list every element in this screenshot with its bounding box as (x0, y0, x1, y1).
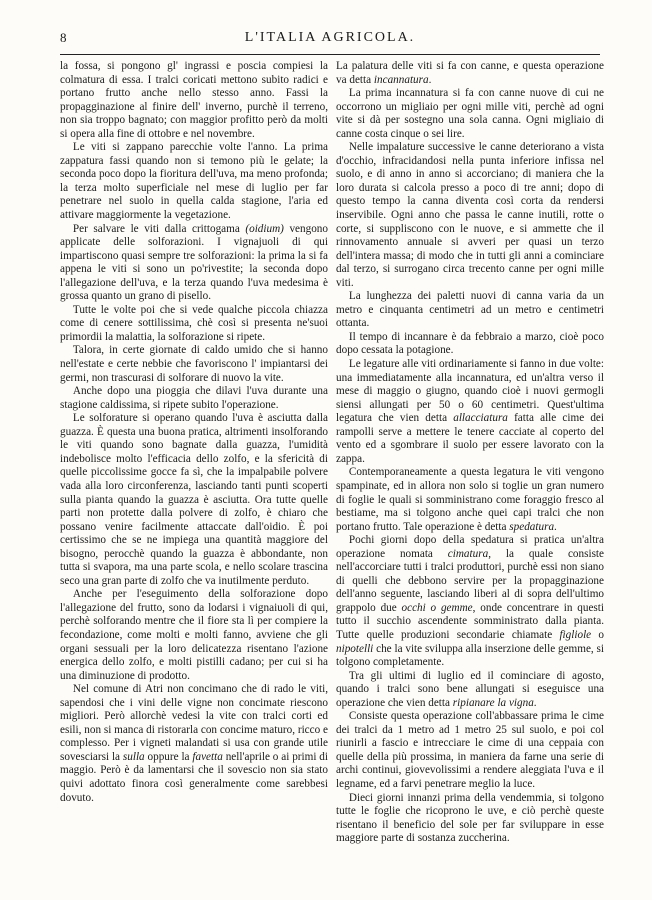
paragraph: Tra gli ultimi di luglio ed il cominciare di agosto, quando i tralci sono bene allungati si eseguisce una operazione che vien detta ripianare la vigna. (336, 669, 604, 709)
right-column (336, 60, 604, 846)
paragraph: Tutte le volte poi che si vede qualche piccola chiazza come di cenere sottilissima, chè così si presenta ne'suoi primordii la malattia, la solforazione si ripete. (60, 303, 328, 343)
italic-term: spedatura (509, 520, 555, 533)
paragraph: La palatura delle viti si fa con canne, e questa operazione va detta incannatura. (336, 60, 604, 86)
italic-term: occhi o gemme (401, 601, 473, 614)
page-header (60, 30, 600, 52)
paragraph: Le viti si zappano parecchie volte l'anno. La prima zappatura fassi quando non si temono più le gelate; la seconda poco dopo la fioritura dell'uva, ma meno profonda; la terza molto superficiale nel mese di luglio per far penetrare nel suolo in quella calda stagione, l'aria ed attivare maggiormente la vegetazione. (60, 141, 328, 222)
paragraph: Consiste questa operazione coll'abbassare prima le cime dei tralci da 1 metro ad 1 metro 25 sul suolo, e poi col riunirli a fascio e intrecciare le cime di una ceppaia con quelle della più prossima, in maniera da farne una serie di archi continui, giovevolissimi a rendere aleggiata l'uva e il legname, ed a farvi penetrare meglio la luce. (336, 710, 604, 790)
paragraph: Contemporaneamente a questa legatura le viti vengono spampinate, ed in allora non solo si toglie un gran numero di foglie le quali si somministrano come foraggio fresco al bestiame, ma si tolgono anche quei capi tralci che non portano frutto. Tale operazione è detta spedatura. (336, 466, 604, 533)
italic-term: figliole (559, 628, 592, 641)
paragraph: Per salvare le viti dalla crittogama (oidium) vengono applicate delle solforazioni. I vignajuoli di qui impartiscono quasi sempre tre solforazioni: la prima la si fa appena le viti si sono un po'rivestite; la seconda dopo l'allegazione dell'uva, e la terza quando l'uva medesima è grossa quanto un grano di pisello. (60, 222, 328, 303)
page-number: 8 (60, 30, 67, 45)
italic-term: nipotelli (336, 642, 374, 655)
italic-term: (oidium) (245, 222, 284, 235)
paragraph: La lunghezza dei paletti nuovi di canna varia da un metro e cinquanta centimetri ad un metro e centimetri ottanta. (336, 290, 604, 330)
italic-term: cimatura (447, 547, 489, 560)
paragraph: la fossa, si pongono gl' ingrassi e poscia compiesi la colmatura di essa. I tralci coricati mettono subito radici e portano frutto anche nello stesso anno. Fassi la propagginazione al finire dell' inverno, purchè il terreno, non sia troppo bagnato; con maggior profitto però da molti si opera alla fine di ottobre e nel novembre. (60, 60, 328, 140)
italic-term: incannatura (373, 73, 429, 86)
italic-term: sulla (122, 750, 145, 763)
paragraph: Anche per l'eseguimento della solforazione dopo l'allegazione del frutto, sono da lodarsi i vignaiuoli di qui, perchè solforando mentre che il fiore sta lì per compiere la fecondazione, come molti e molti fanno, avviene che gli organi sessuali per la loro delicatezza risentano l'azione energica dello zolfo, e molti pistilli cadano; per cui si ha una diminuzione di prodotto. (60, 588, 328, 682)
italic-term: ripianare la vigna (452, 696, 534, 709)
paragraph: Le solforature si operano quando l'uva è asciutta dalla guazza. È questa una buona pratica, altrimenti insolforando le viti quando sono bagnate dalla guazza, l'umidità indebolisce molto l'efficacia dello zolfo, e la sfericità di quelle piccolissime gocce fa sì, che la impalpabile polvere vada alla loro circonferenza, lasciando tanti punti scoperti sulla pianta quando la guazza è asciutta. Ora tutte quelle parti non protette dalla polvere di zolfo, è chiaro che possano venire facilmente attaccate dall'oidio. È poi certissimo che se ne impiega una quantità maggiore del bisogno, perocchè quando la guazza è abbondante, non tutta si svapora, ma una parte scola, e nello scolare trascina seco una gran parte di zolfo che va inutilmente perduto. (60, 412, 328, 587)
left-column (60, 60, 328, 805)
italic-term: allacciatura (453, 412, 508, 425)
paragraph: Anche dopo una pioggia che dilavi l'uva durante una stagione caldissima, si ripete subito l'operazione. (60, 385, 328, 411)
running-title: L'ITALIA AGRICOLA. (244, 30, 416, 45)
paragraph: Nel comune di Atri non concimano che di rado le viti, sapendosi che i vini delle vigne non concimate riescono migliori. Però allorchè vedesi la vite con tralci corti ed esili, non si manca di ristorarla con concime maturo, ricco e complesso. Per i vigneti malandati si usa con grande utile sovesciarsi la sulla oppure la favetta nell'aprile o ai primi di maggio. Però è da lamentarsi che il sovescio non sia stato quivi adottato finora così generalmente come sarebbesi dovuto. (60, 683, 328, 804)
paragraph: Nelle impalature successive le canne deteriorano a vista d'occhio, infracidandosi nella punta inferiore infissa nel suolo, e di anno in anno si accorciano; di maniera che la loro durata si calcola presso a poco di tre anni; dopo di questo tempo la canna diventa così corta da rendersi inservibile. Ogni anno che passa le canne inutili, rotte o corte, si suppliscono con le nuove, e si ammette che il rinnovamento annuale si avveri per quasi un terzo dell'intera massa; di modo che in tutti gli anni a cominciare dal terzo, si surrogano circa trecento canne per ogni mille viti. (336, 141, 604, 289)
paragraph: Le legature alle viti ordinariamente si fanno in due volte: una immediatamente alla incannatura, ed un'altra verso il mese di maggio o giugno, quando cioè i nuovi germogli siensi allungati per 50 o 60 centimetri. Quest'ultima legatura che vien detta allacciatura fatta alle cime dei rampolli serve a mettere le tenere cacciate al coperto del vento ed a sgombrare il suolo per essere lavorato con la zappa. (336, 358, 604, 465)
paragraph: La prima incannatura si fa con canne nuove di cui ne occorrono un migliaio per ogni mille viti, perchè ad ogni vite si dà per sostegno una sola canna. Ogni migliaio di canne costa cinque o sei lire. (336, 87, 604, 140)
paragraph: Pochi giorni dopo della spedatura si pratica un'altra operazione nomata cimatura, la quale consiste nell'accorciare tutti i tralci produttori, purchè essi non siano di quelli che debbono servire per la propagginazione dell'anno seguente, lasciando liberi al di sopra dell'ultimo grappolo due occhi o gemme, onde concentrare in questi tutto il succhio ascendente somministrato dalla pianta. Tutte quelle produzioni secondarie chiamate figliole o nipotelli che la vite sviluppa alla inserzione delle gemme, si tolgono completamente. (336, 534, 605, 669)
header-rule (60, 54, 600, 55)
italic-term: favetta (192, 750, 223, 763)
paragraph: Il tempo di incannare è da febbraio a marzo, cioè poco dopo cessata la potagione. (336, 330, 604, 357)
paragraph: Talora, in certe giornate di caldo umido che si hanno nell'estate e certe nebbie che favoriscono l' impiantarsi dei germi, non trascurasi di solforare di nuovo la vite. (60, 344, 328, 384)
paragraph: Dieci giorni innanzi prima della vendemmia, si tolgono tutte le foglie che ricoprono le uve, e ciò perchè queste risentano il beneficio del sole per far sviluppare in esse maggiore parte di sostanza zuccherina. (336, 791, 604, 845)
